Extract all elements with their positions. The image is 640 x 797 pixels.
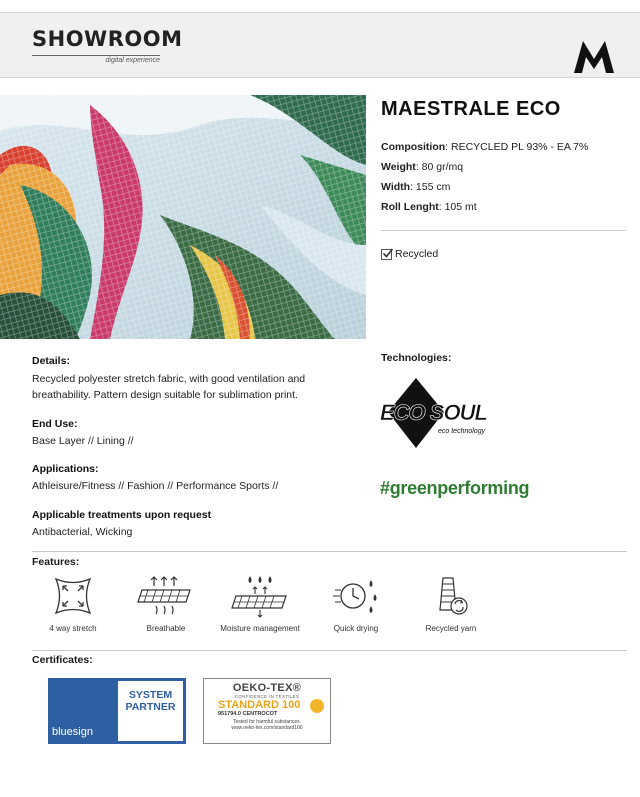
- divider: [32, 650, 627, 651]
- recycled-flag: [381, 248, 438, 260]
- breathable-icon: [136, 574, 196, 618]
- ecosoul-logo: [380, 376, 492, 450]
- feature-four-way-stretch: [25, 574, 121, 633]
- certificates-heading: Certificates:: [32, 654, 93, 666]
- oeko-title: OEKO-TEX®: [232, 682, 302, 694]
- spec-value: 80 gr/mq: [418, 161, 464, 173]
- feature-label: Recycled yarn: [425, 624, 477, 633]
- feature-label: Quick drying: [333, 624, 379, 633]
- technologies-heading: Technologies:: [381, 352, 452, 364]
- page-header: [0, 12, 640, 78]
- feature-label: Breathable: [146, 624, 186, 633]
- bluesign-logo: [48, 678, 115, 744]
- features-heading: Features:: [32, 556, 80, 568]
- system-partner-badge: [115, 678, 186, 744]
- fabric-photo: [0, 95, 366, 339]
- feature-recycled-yarn: [403, 574, 499, 633]
- ecosoul-main: ECO SOUL: [380, 400, 487, 425]
- spec-value: 105 mt: [441, 201, 477, 213]
- company-logo-icon: [572, 35, 616, 75]
- spec-value: RECYCLED PL 93% - EA 7%: [448, 141, 589, 153]
- feature-label: Moisture management: [220, 624, 300, 633]
- oeko-tex-certificate: [203, 678, 331, 744]
- greenperforming-logo: #greenperforming: [380, 478, 530, 498]
- divider: [381, 230, 626, 231]
- applications-text: Athleisure/Fitness // Fashion // Performance Sports //: [32, 480, 279, 492]
- brand-logo-text: SHOWROOM: [32, 27, 183, 51]
- moisture-management-icon: [228, 574, 292, 618]
- spec-weight: Weight: 80 gr/mq: [381, 161, 464, 173]
- feature-quick-drying: [308, 574, 404, 633]
- oeko-url: www.oeko-tex.com/standard100: [231, 725, 303, 731]
- end-use-text: Base Layer // Lining //: [32, 435, 134, 447]
- treatments-text: Antibacterial, Wicking: [32, 526, 133, 538]
- recycled-label: Recycled: [395, 248, 439, 260]
- recycled-yarn-icon: [429, 574, 473, 618]
- spec-label: Weight: [381, 161, 416, 173]
- details-text: Recycled polyester stretch fabric, with good ventilation and breathability. Pattern design suitable for sublimation print.: [32, 373, 306, 401]
- spec-composition: Composition: RECYCLED PL 93% - EA 7%: [381, 141, 589, 153]
- four-way-stretch-icon: [51, 574, 95, 618]
- oeko-number: 951794.0 CENTROCOT: [218, 711, 278, 717]
- spec-label: Width: [381, 181, 411, 193]
- bluesign-certificate: [48, 678, 186, 744]
- spec-value: 155 cm: [412, 181, 451, 193]
- spec-label: Roll Lenght: [381, 201, 439, 213]
- spec-width: Width: 155 cm: [381, 181, 451, 193]
- oeko-sun-icon: [310, 699, 324, 713]
- quick-drying-icon: [331, 574, 381, 618]
- feature-moisture-management: [212, 574, 308, 633]
- feature-label: 4 way stretch: [49, 624, 97, 633]
- brand-tagline: digital experience: [32, 55, 160, 64]
- treatments-heading: Applicable treatments upon request: [32, 509, 212, 521]
- ecosoul-sub: eco technology: [438, 428, 486, 435]
- divider: [32, 551, 627, 552]
- end-use-heading: End Use:: [32, 418, 78, 430]
- product-title: MAESTRALE ECO: [381, 98, 561, 120]
- feature-breathable: [118, 574, 214, 633]
- applications-heading: Applications:: [32, 463, 99, 475]
- oeko-tested: Tested for harmful substances.: [232, 719, 302, 725]
- details-heading: Details:: [32, 355, 70, 367]
- checkbox-checked-icon: [381, 249, 392, 260]
- system-partner-line1: SYSTEM: [128, 689, 173, 701]
- oeko-tagline: CONFIDENCE IN TEXTILES: [234, 694, 300, 699]
- spec-label: Composition: [381, 141, 446, 153]
- system-partner-line2: PARTNER: [125, 701, 176, 713]
- oeko-standard: STANDARD 100: [218, 699, 301, 711]
- spec-roll-length: Roll Lenght: 105 mt: [381, 201, 477, 213]
- bluesign-text: bluesign: [52, 726, 93, 738]
